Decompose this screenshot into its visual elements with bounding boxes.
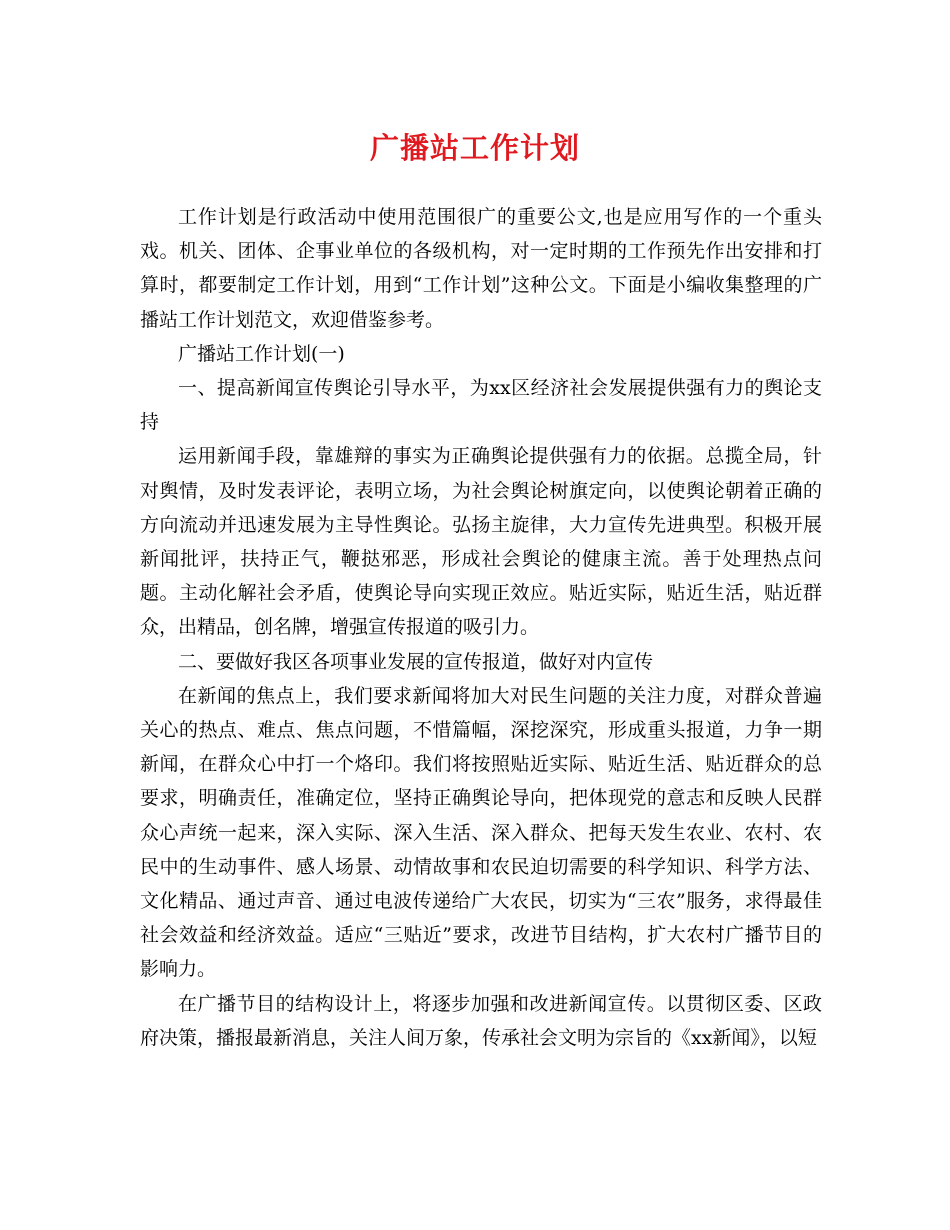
paragraph-intro: 工作计划是行政活动中使用范围很广的重要公文,也是应用写作的一个重头戏。机关、团体、企事业单位的各级机构，对一定时期的工作预先作出安排和打算时，都要制定工作计划，用到“工作计划”这种公文。下面是小编收集整理的广播站工作计划范文，欢迎借鉴参考。 — [140, 206, 822, 331]
section-heading-plan-one: 广播站工作计划(一) — [178, 342, 345, 365]
section-heading-one: 一、提高新闻宣传舆论引导水平，为xx区经济社会发展提供强有力的舆论支持 — [140, 377, 822, 434]
paragraph-program-structure: 在广播节目的结构设计上，将逐步加强和改进新闻宣传。以贯彻区委、区政府决策，播报最新消息，关注人间万象，传承社会文明为宗旨的《xx新闻》，以短 — [140, 992, 822, 1049]
document-body — [140, 200, 822, 1055]
paragraph-news-focus: 在新闻的焦点上，我们要求新闻将加大对民生问题的关注力度，对群众普遍关心的热点、难点、焦点问题，不惜篇幅，深挖深究，形成重头报道，力争一期新闻，在群众心中打一个烙印。我们将按照贴近实际、贴近生活、贴近群众的总要求，明确责任，准确定位，坚持正确舆论导向，把体现党的意志和反映人民群众心声统一起来，深入实际、深入生活、深入群众、把每天发生农业、农村、农民中的生动事件、感人场景、动情故事和农民迫切需要的科学知识、科学方法、文化精品、通过声音、通过电波传递给广大农民，切实为“三农”服务，求得最佳社会效益和经济效益。适应“三贴近”要求，改进节目结构，扩大农村广播节目的影响力。 — [140, 684, 822, 981]
section-heading-two: 二、要做好我区各项事业发展的宣传报道，做好对内宣传 — [178, 650, 654, 673]
document-title: 广播站工作计划 — [369, 131, 580, 165]
paragraph-news-guidance: 运用新闻手段，靠雄辩的事实为正确舆论提供强有力的依据。总揽全局，针对舆情，及时发表评论，表明立场，为社会舆论树旗定向，以使舆论朝着正确的方向流动并迅速发展为主导性舆论。弘扬主旋律，大力宣传先进典型。积极开展新闻批评，扶持正气，鞭挞邪恶，形成社会舆论的健康主流。善于处理热点问题。主动化解社会矛盾，使舆论导向实现正效应。贴近实际，贴近生活，贴近群众，出精品，创名牌，增强宣传报道的吸引力。 — [140, 445, 822, 639]
